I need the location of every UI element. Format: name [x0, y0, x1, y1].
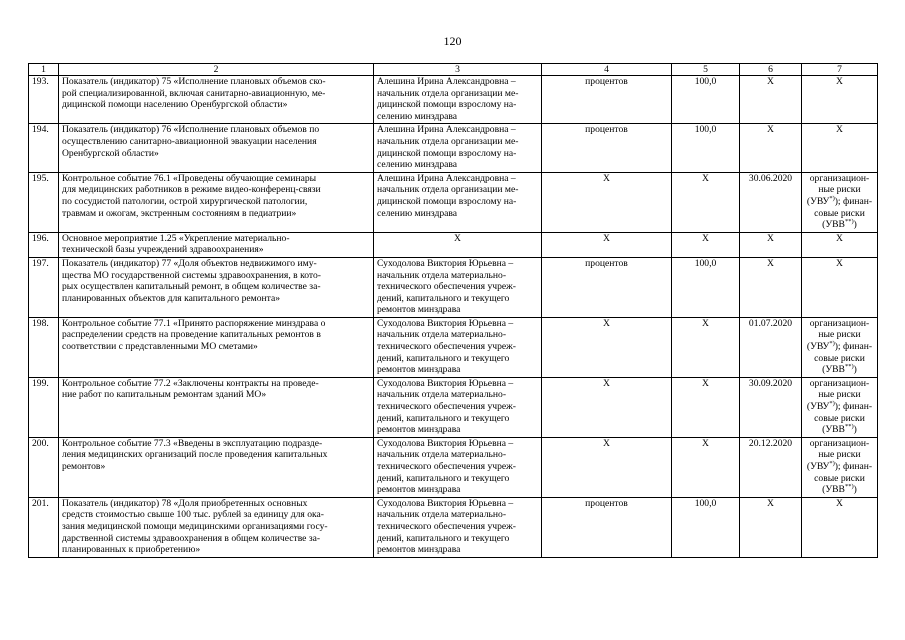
unit-cell: Х [542, 172, 672, 232]
cell-text-line: селению минздрава [377, 110, 458, 122]
row-number: 195. [29, 172, 59, 232]
date-cell: Х [740, 232, 802, 257]
risks-cell: Х [802, 257, 878, 317]
cell-text-line: начальник отдела организации ме- [377, 135, 519, 147]
risk-uvu-footnote: *) [829, 339, 835, 347]
cell-text-line: начальник отдела материально- [377, 509, 507, 521]
risk-uvv: (УВВ [822, 484, 845, 496]
table-row [29, 172, 878, 232]
risk-uvv-footnote: **) [844, 363, 854, 371]
value-cell: Х [672, 317, 740, 377]
risk-line-uvv [805, 219, 874, 231]
risk-uvv-footnote: **) [844, 217, 854, 225]
cell-text-line: технического обеспечения учреж- [377, 401, 516, 413]
column-header: 1 [29, 64, 59, 76]
risk-line: организацион- [809, 172, 870, 184]
risk-uvu-footnote: *) [829, 459, 835, 467]
table-row [29, 437, 878, 497]
cell-text-line: начальник отдела материально- [377, 449, 507, 461]
risk-uvu-tail: ); финан- [834, 401, 873, 413]
risk-line: ные риски [818, 329, 861, 341]
column-header: 6 [740, 64, 802, 76]
cell-text-line: дений, капитального и текущего [377, 472, 510, 484]
event-description [59, 497, 374, 557]
event-description [59, 257, 374, 317]
cell-text-line: Контрольное событие 77.2 «Заключены контракты на проведе- [62, 377, 319, 389]
cell-text-line: Контрольное событие 77.3 «Введены в эксплуатацию подразде- [62, 437, 323, 449]
cell-text-line: ние работ по капитальным ремонтам зданий МО» [62, 389, 267, 401]
unit-cell: Х [542, 437, 672, 497]
cell-text-line: технического обеспечения учреж- [377, 461, 516, 472]
unit-cell: процентов [542, 257, 672, 317]
column-header: 2 [59, 64, 374, 76]
risk-uvv-footnote: **) [844, 483, 854, 490]
cell-text-line: ремонтов минздрава [377, 304, 461, 316]
row-number: 196. [29, 232, 59, 257]
cell-text-line: Основное мероприятие 1.25 «Укрепление материально- [62, 232, 290, 244]
risk-uvv-close: ) [853, 219, 857, 231]
cell-text-line: дений, капитального и текущего [377, 292, 510, 304]
unit-cell: процентов [542, 76, 672, 124]
cell-text-line: рых осуществлен капитальный ремонт, в общем количестве за- [62, 281, 321, 293]
risks-cell [802, 172, 878, 232]
responsible-person [374, 172, 542, 232]
risks-cell: Х [802, 76, 878, 124]
value-cell: Х [672, 232, 740, 257]
risk-line-uvu [805, 196, 874, 208]
event-description [59, 172, 374, 232]
risk-uvv-footnote: **) [844, 423, 854, 431]
cell-text-line: дицинской помощи населению Оренбургской области» [62, 99, 288, 111]
risk-line-uvu [805, 341, 874, 353]
cell-text-line: дений, капитального и текущего [377, 532, 510, 544]
risk-line: совые риски [814, 207, 865, 219]
responsible-person [374, 76, 542, 124]
responsible-person [374, 437, 542, 497]
risks-cell [802, 317, 878, 377]
risk-uvu-footnote: *) [829, 399, 835, 407]
cell-text-line: Алешина Ирина Александровна – [377, 124, 516, 136]
cell-text-line: травмам и ожогам, экстренным состояниям в педиатрии» [62, 207, 297, 219]
unit-cell: Х [542, 232, 672, 257]
cell-text-line: Показатель (индикатор) 76 «Исполнение плановых объемов по [62, 124, 320, 136]
date-cell: Х [740, 76, 802, 124]
value-cell: 100,0 [672, 497, 740, 557]
table-row [29, 497, 878, 557]
risk-line-uvu [805, 461, 874, 473]
cell-text-line: распределении средств на проведение капитальных ремонтов в [62, 329, 321, 341]
cell-text-line: щества МО государственной системы здравоохранения, в кото- [62, 269, 321, 281]
cell-text-line: Показатель (индикатор) 75 «Исполнение плановых объемов ско- [62, 76, 326, 87]
cell-text-line: технического обеспечения учреж- [377, 281, 516, 293]
cell-text-line: Оренбургской области» [62, 147, 159, 159]
risk-uvv-close: ) [853, 484, 857, 496]
event-description [59, 124, 374, 172]
cell-text-line: дарственной системы здравоохранения в общем количестве за- [62, 532, 321, 544]
cell-text-line: Суходолова Виктория Юрьевна – [377, 497, 514, 509]
column-header: 5 [672, 64, 740, 76]
risk-uvu-tail: ); финан- [834, 195, 873, 207]
risk-line: совые риски [814, 412, 865, 424]
risks-cell: Х [802, 124, 878, 172]
cell-text-line: начальник отдела материально- [377, 389, 507, 401]
cell-text-line: рой специализированной, включая санитарно-авиационную, ме- [62, 87, 326, 99]
risks-cell: Х [802, 232, 878, 257]
date-cell: 20.12.2020 [740, 437, 802, 497]
risk-line: ные риски [818, 449, 861, 461]
date-cell: 30.09.2020 [740, 377, 802, 437]
cell-text-line: Контрольное событие 76.1 «Проведены обучающие семинары [62, 172, 317, 184]
risk-uvv-close: ) [853, 364, 857, 376]
cell-text-line: начальник отдела материально- [377, 329, 507, 341]
cell-text-line: зания медицинской помощи медицинскими организациями госу- [62, 520, 328, 532]
cell-text-line: Суходолова Виктория Юрьевна – [377, 257, 514, 269]
risk-uvu: (УВУ [806, 341, 830, 353]
cell-text-line: планированных к приобретению» [62, 544, 201, 556]
cell-text-line: Показатель (индикатор) 77 «Доля объектов недвижимого иму- [62, 257, 317, 269]
table-row [29, 317, 878, 377]
date-cell: Х [740, 124, 802, 172]
value-cell: 100,0 [672, 76, 740, 124]
cell-text-line: Контрольное событие 77.1 «Принято распоряжение минздрава о [62, 317, 326, 329]
row-number: 198. [29, 317, 59, 377]
cell-text-line: по сосудистой патологии, острой хирургической патологии, [62, 195, 308, 207]
risk-line: ные риски [818, 389, 861, 401]
value-cell: Х [672, 437, 740, 497]
cell-text-line: ремонтов минздрава [377, 424, 461, 436]
cell-text-line: дений, капитального и текущего [377, 412, 510, 424]
cell-text-line: технического обеспечения учреж- [377, 341, 516, 353]
risk-line: организацион- [809, 377, 870, 389]
cell-text-line: соответствии с представленными МО сметами» [62, 341, 258, 353]
cell-text-line: Алешина Ирина Александровна – [377, 76, 516, 87]
value-cell: Х [672, 172, 740, 232]
table-row [29, 232, 878, 257]
risk-line: ные риски [818, 184, 861, 196]
cell-text-line: Суходолова Виктория Юрьевна – [377, 377, 514, 389]
indicators-table [28, 63, 878, 558]
responsible-person: Х [374, 232, 542, 257]
cell-text-line: дицинской помощи взрослому на- [377, 99, 517, 111]
row-number: 201. [29, 497, 59, 557]
row-number: 200. [29, 437, 59, 497]
table-row [29, 76, 878, 124]
cell-text-line: средств стоимостью свыше 100 тыс. рублей за единицу для ока- [62, 509, 324, 521]
table-header-row [29, 64, 878, 76]
cell-text-line: осуществлению санитарно-авиационной эвакуации населения [62, 135, 317, 147]
value-cell: 100,0 [672, 257, 740, 317]
risk-line: совые риски [814, 352, 865, 364]
risk-line-uvv [805, 364, 874, 376]
cell-text-line: селению минздрава [377, 207, 458, 219]
date-cell: 01.07.2020 [740, 317, 802, 377]
cell-text-line: дицинской помощи взрослому на- [377, 147, 517, 159]
date-cell: Х [740, 497, 802, 557]
risk-line: совые риски [814, 472, 865, 484]
cell-text-line: начальник отдела организации ме- [377, 87, 519, 99]
responsible-person [374, 377, 542, 437]
risk-uvv-close: ) [853, 424, 857, 436]
column-header: 7 [802, 64, 878, 76]
risk-uvv: (УВВ [822, 424, 845, 436]
event-description [59, 317, 374, 377]
cell-text-line: ремонтов минздрава [377, 364, 461, 376]
cell-text-line: технической базы учреждений здравоохранения» [62, 244, 264, 256]
row-number: 193. [29, 76, 59, 124]
cell-text-line: планированных объектов для капитального ремонта» [62, 292, 281, 304]
responsible-person [374, 497, 542, 557]
cell-text-line: Показатель (индикатор) 78 «Доля приобретенных основных [62, 497, 308, 509]
risk-uvu: (УВУ [806, 401, 830, 413]
unit-cell: процентов [542, 497, 672, 557]
row-number: 197. [29, 257, 59, 317]
responsible-person [374, 257, 542, 317]
risk-line-uvu [805, 401, 874, 413]
risk-uvu-footnote: *) [829, 194, 835, 202]
risk-uvu: (УВУ [806, 461, 830, 472]
risk-line-uvv [805, 484, 874, 496]
cell-text-line: Алешина Ирина Александровна – [377, 172, 516, 184]
cell-text-line: дицинской помощи взрослому на- [377, 195, 517, 207]
cell-text-line: начальник отдела организации ме- [377, 184, 519, 196]
row-number: 199. [29, 377, 59, 437]
cell-text-line: ления медицинских организаций после проведения капитальных [62, 449, 328, 461]
risk-uvv: (УВВ [822, 219, 845, 231]
cell-text-line: селению минздрава [377, 159, 458, 171]
row-number: 194. [29, 124, 59, 172]
unit-cell: процентов [542, 124, 672, 172]
event-description [59, 232, 374, 257]
event-description [59, 437, 374, 497]
page-number: 120 [443, 34, 462, 48]
risks-cell: Х [802, 497, 878, 557]
unit-cell: Х [542, 317, 672, 377]
risk-uvu-tail: ); финан- [834, 341, 873, 353]
table-row [29, 377, 878, 437]
column-header: 3 [374, 64, 542, 76]
risk-line-uvv [805, 424, 874, 436]
unit-cell: Х [542, 377, 672, 437]
column-header: 4 [542, 64, 672, 76]
table-row [29, 257, 878, 317]
risk-line: организацион- [809, 317, 870, 329]
date-cell: Х [740, 257, 802, 317]
cell-text-line: ремонтов минздрава [377, 544, 461, 556]
cell-text-line: Суходолова Виктория Юрьевна – [377, 437, 514, 449]
responsible-person [374, 124, 542, 172]
value-cell: Х [672, 377, 740, 437]
cell-text-line: ремонтов минздрава [377, 484, 461, 496]
cell-text-line: технического обеспечения учреж- [377, 520, 516, 532]
cell-text-line: начальник отдела материально- [377, 269, 507, 281]
cell-text-line: для медицинских работников в режиме видео-конференц-связи [62, 184, 321, 196]
cell-text-line: Суходолова Виктория Юрьевна – [377, 317, 514, 329]
cell-text-line: ремонтов» [62, 461, 106, 472]
risks-cell [802, 377, 878, 437]
date-cell: 30.06.2020 [740, 172, 802, 232]
risk-uvu: (УВУ [806, 195, 830, 207]
risks-cell [802, 437, 878, 497]
cell-text-line: дений, капитального и текущего [377, 352, 510, 364]
event-description [59, 377, 374, 437]
risk-line: организацион- [809, 437, 870, 449]
risk-uvu-tail: ); финан- [834, 461, 873, 472]
responsible-person [374, 317, 542, 377]
table-row [29, 124, 878, 172]
risk-uvv: (УВВ [822, 364, 845, 376]
value-cell: 100,0 [672, 124, 740, 172]
event-description [59, 76, 374, 124]
